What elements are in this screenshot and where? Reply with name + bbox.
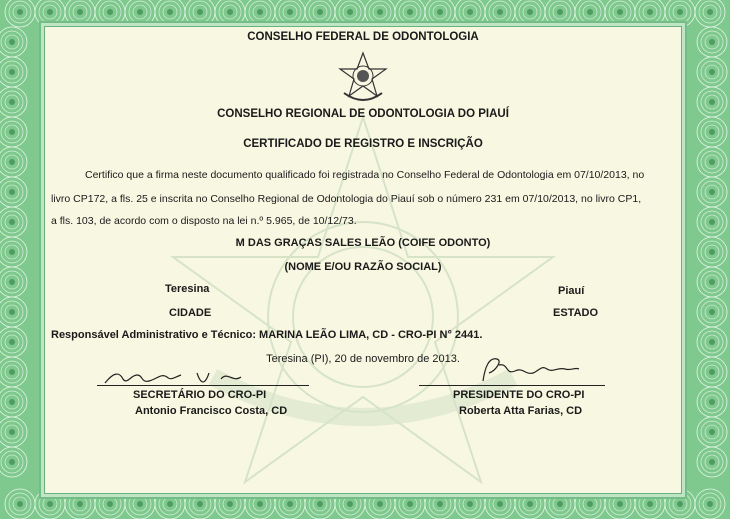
certificate-paper: [44, 26, 682, 494]
city-value: Teresina: [165, 283, 210, 295]
secretary-name: Antonio Francisco Costa, CD: [135, 405, 288, 417]
document-title: CERTIFICADO DE REGISTRO E INSCRIÇÃO: [243, 138, 483, 150]
body-text-line: livro CP172, a fls. 25 e inscrita no Conselho Regional de Odontologia do Piauí sob o número 231 em 07/10/2013, no livro CP1,: [51, 193, 642, 205]
president-title: PRESIDENTE DO CRO-PI: [453, 389, 585, 401]
responsible-value: MARINA LEÃO LIMA, CD - CRO-PI N° 2441.: [259, 329, 483, 341]
place-and-date: Teresina (PI), 20 de novembro de 2013.: [266, 353, 460, 365]
president-signature-line: [419, 385, 605, 386]
company-name-label: (NOME E/OU RAZÃO SOCIAL): [284, 261, 442, 273]
coat-of-arms-emblem: [338, 51, 388, 107]
secretary-signature-line: [97, 385, 309, 386]
state-value: Piauí: [558, 285, 585, 297]
body-text-line: a fls. 103, de acordo com o disposto na lei n.º 5.965, de 10/12/73.: [51, 215, 357, 227]
federal-council-heading: CONSELHO FEDERAL DE ODONTOLOGIA: [247, 31, 479, 43]
president-name: Roberta Atta Farias, CD: [459, 405, 583, 417]
body-text-line: Certifico que a firma neste documento qualificado foi registrada no Conselho Federal de Odontologia em 07/10/2013, no: [85, 169, 645, 181]
secretary-signature: [101, 363, 271, 391]
president-signature: [475, 353, 585, 387]
state-label: ESTADO: [553, 307, 599, 319]
responsible-label: Responsável Administrativo e Técnico:: [51, 329, 256, 341]
regional-council-heading: CONSELHO REGIONAL DE ODONTOLOGIA DO PIAUÍ: [217, 108, 509, 120]
company-name: M DAS GRAÇAS SALES LEÃO (COIFE ODONTO): [235, 237, 491, 249]
responsible-line: [51, 329, 482, 341]
secretary-title: SECRETÁRIO DO CRO-PI: [133, 389, 267, 401]
city-label: CIDADE: [169, 307, 212, 319]
